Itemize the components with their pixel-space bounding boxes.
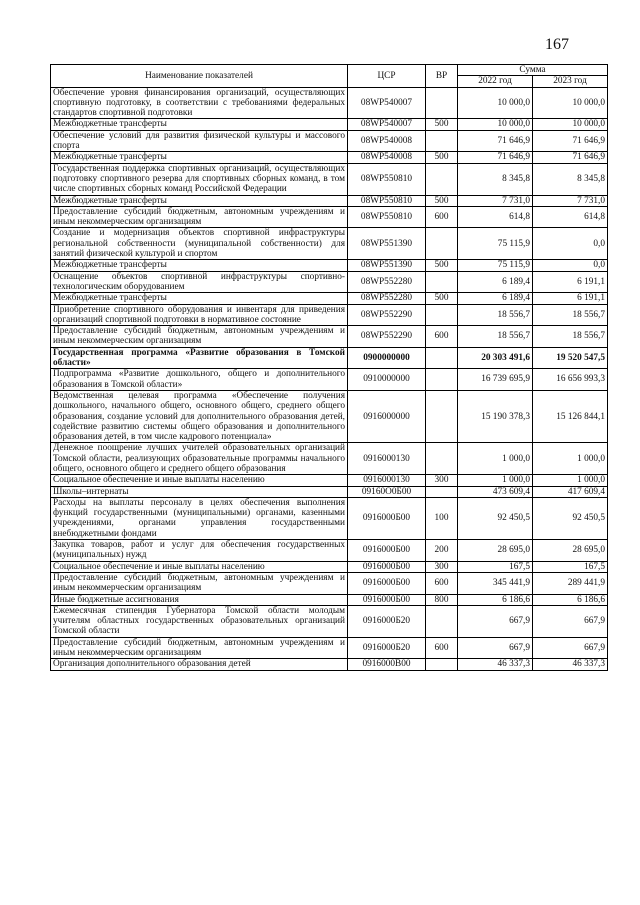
- table-row: [51, 659, 608, 670]
- row-vr: 200: [426, 540, 458, 562]
- row-sum-2023: 289 441,9: [533, 572, 608, 594]
- row-vr: 300: [426, 475, 458, 486]
- row-name: Предоставление субсидий бюджетным, автономным учреждениям и иным некоммерческим организациям: [51, 326, 348, 348]
- table-row: [51, 369, 608, 391]
- row-sum-2022: 7 731,0: [458, 195, 533, 206]
- row-code: 08WP540007: [348, 87, 426, 119]
- row-sum-2023: 18 556,7: [533, 326, 608, 348]
- table-row: [51, 130, 608, 152]
- row-vr: [426, 486, 458, 497]
- row-name: Создание и модернизация объектов спортивной инфраструктуры региональной собственности (муниципальной собственности) для занятий физической культурой и спортом: [51, 228, 348, 260]
- table-row: [51, 605, 608, 637]
- row-sum-2023: 667,9: [533, 605, 608, 637]
- row-name: Ежемесячная стипендия Губернатора Томской области молодым учителям областных государственных образовательных организаций Томской области: [51, 605, 348, 637]
- row-name: Подпрограмма «Развитие дошкольного, общего и дополнительного образования в Томской области»: [51, 369, 348, 391]
- row-name: Приобретение спортивного оборудования и инвентаря для приведения организаций спортивной подготовки в нормативное состояние: [51, 304, 348, 326]
- table-header: [51, 65, 608, 88]
- row-code: 08WP551390: [348, 260, 426, 271]
- row-sum-2022: 71 646,9: [458, 130, 533, 152]
- row-sum-2022: 15 190 378,3: [458, 390, 533, 442]
- row-vr: [426, 605, 458, 637]
- table-row: [51, 304, 608, 326]
- row-sum-2022: 71 646,9: [458, 152, 533, 163]
- page-number: 167: [545, 36, 569, 53]
- table-row: [51, 119, 608, 130]
- row-sum-2022: 1 000,0: [458, 443, 533, 475]
- row-sum-2023: 0,0: [533, 260, 608, 271]
- row-sum-2022: 1 000,0: [458, 475, 533, 486]
- row-code: 08WP552280: [348, 271, 426, 293]
- table-row: [51, 206, 608, 228]
- row-vr: 600: [426, 206, 458, 228]
- row-vr: 300: [426, 561, 458, 572]
- header-name: Наименование показателей: [51, 65, 348, 88]
- header-vr: ВР: [426, 65, 458, 88]
- table-row: [51, 195, 608, 206]
- row-vr: [426, 87, 458, 119]
- row-name: Закупка товаров, работ и услуг для обеспечения государственных (муниципальных) нужд: [51, 540, 348, 562]
- row-sum-2023: 6 191,1: [533, 271, 608, 293]
- row-name: Предоставление субсидий бюджетным, автономным учреждениям и иным некоммерческим организациям: [51, 637, 348, 659]
- row-sum-2022: 10 000,0: [458, 87, 533, 119]
- row-sum-2022: 75 115,9: [458, 228, 533, 260]
- row-code: 0916000Б00: [348, 540, 426, 562]
- row-code: 0916000В00: [348, 659, 426, 670]
- row-name: Государственная поддержка спортивных организаций, осуществляющих подготовку спортивного резерва для спортивных сборных команд, в том числе спортивных сборных команд Российской Федерации: [51, 163, 348, 195]
- row-code: 0900000000: [348, 347, 426, 369]
- row-code: 0916000130: [348, 475, 426, 486]
- row-vr: [426, 347, 458, 369]
- row-vr: [426, 163, 458, 195]
- row-vr: 500: [426, 260, 458, 271]
- row-code: 0916000Б00: [348, 497, 426, 539]
- row-name: Организация дополнительного образования детей: [51, 659, 348, 670]
- row-sum-2023: 16 656 993,3: [533, 369, 608, 391]
- row-sum-2023: 614,8: [533, 206, 608, 228]
- row-code: 09160О0Б00: [348, 486, 426, 497]
- row-vr: [426, 130, 458, 152]
- row-vr: 500: [426, 293, 458, 304]
- header-sum: Сумма: [458, 65, 608, 76]
- row-sum-2023: 6 191,1: [533, 293, 608, 304]
- row-sum-2023: 71 646,9: [533, 152, 608, 163]
- row-code: 08WP540008: [348, 130, 426, 152]
- table-row: [51, 475, 608, 486]
- table-row: [51, 152, 608, 163]
- row-name: Межбюджетные трансферты: [51, 152, 348, 163]
- row-code: 08WP551390: [348, 228, 426, 260]
- row-sum-2023: 417 609,4: [533, 486, 608, 497]
- row-vr: [426, 443, 458, 475]
- table-row: [51, 260, 608, 271]
- table-row: [51, 497, 608, 539]
- row-name: Межбюджетные трансферты: [51, 195, 348, 206]
- row-code: 08WP540008: [348, 152, 426, 163]
- row-code: 08WP550810: [348, 206, 426, 228]
- row-sum-2022: 6 189,4: [458, 271, 533, 293]
- row-sum-2022: 46 337,3: [458, 659, 533, 670]
- row-vr: [426, 659, 458, 670]
- row-vr: 800: [426, 594, 458, 605]
- row-code: 08WP552280: [348, 293, 426, 304]
- row-name: Оснащение объектов спортивной инфраструктуры спортивно-технологическим оборудованием: [51, 271, 348, 293]
- row-name: Межбюджетные трансферты: [51, 119, 348, 130]
- row-vr: 600: [426, 572, 458, 594]
- row-code: 0910000000: [348, 369, 426, 391]
- row-sum-2022: 20 303 491,6: [458, 347, 533, 369]
- row-sum-2022: 614,8: [458, 206, 533, 228]
- row-sum-2023: 10 000,0: [533, 87, 608, 119]
- row-name: Обеспечение условий для развития физической культуры и массового спорта: [51, 130, 348, 152]
- row-name: Социальное обеспечение и иные выплаты населению: [51, 475, 348, 486]
- table-row: [51, 293, 608, 304]
- row-sum-2022: 8 345,8: [458, 163, 533, 195]
- row-sum-2022: 16 739 695,9: [458, 369, 533, 391]
- row-sum-2023: 8 345,8: [533, 163, 608, 195]
- header-year-2022: 2022 год: [458, 76, 533, 87]
- row-vr: [426, 390, 458, 442]
- row-sum-2022: 473 609,4: [458, 486, 533, 497]
- row-sum-2023: 6 186,6: [533, 594, 608, 605]
- table-row: [51, 486, 608, 497]
- row-sum-2022: 667,9: [458, 605, 533, 637]
- row-vr: [426, 304, 458, 326]
- row-name: Обеспечение уровня финансирования организаций, осуществляющих спортивную подготовку, в соответствии с требованиями федеральных стандартов спортивной подготовки: [51, 87, 348, 119]
- row-name: Иные бюджетные ассигнования: [51, 594, 348, 605]
- row-code: 08WP540007: [348, 119, 426, 130]
- row-sum-2022: 667,9: [458, 637, 533, 659]
- row-name: Предоставление субсидий бюджетным, автономным учреждениям и иным некоммерческим организациям: [51, 206, 348, 228]
- row-name: Межбюджетные трансферты: [51, 293, 348, 304]
- table-row: [51, 347, 608, 369]
- row-sum-2023: 18 556,7: [533, 304, 608, 326]
- table-row: [51, 271, 608, 293]
- row-code: 0916000Б00: [348, 572, 426, 594]
- row-sum-2022: 28 695,0: [458, 540, 533, 562]
- row-vr: [426, 228, 458, 260]
- row-code: 08WP552290: [348, 304, 426, 326]
- row-code: 0916000130: [348, 443, 426, 475]
- table-body: [51, 87, 608, 670]
- row-code: 08WP550810: [348, 195, 426, 206]
- table-row: [51, 572, 608, 594]
- table-row: [51, 326, 608, 348]
- row-name: Расходы на выплаты персоналу в целях обеспечения выполнения функций государственными (муниципальными) органами, казенными учреждениями, органами управления государственными внебюджетными фондами: [51, 497, 348, 539]
- row-vr: 500: [426, 119, 458, 130]
- row-code: 0916000000: [348, 390, 426, 442]
- row-sum-2023: 71 646,9: [533, 130, 608, 152]
- row-sum-2023: 167,5: [533, 561, 608, 572]
- row-sum-2022: 6 189,4: [458, 293, 533, 304]
- table-row: [51, 228, 608, 260]
- row-sum-2023: 0,0: [533, 228, 608, 260]
- row-vr: 600: [426, 637, 458, 659]
- row-vr: [426, 369, 458, 391]
- table-row: [51, 390, 608, 442]
- table-row: [51, 594, 608, 605]
- row-vr: [426, 271, 458, 293]
- table-row: [51, 561, 608, 572]
- row-code: 0916000Б00: [348, 561, 426, 572]
- table-row: [51, 443, 608, 475]
- row-code: 0916000Б00: [348, 594, 426, 605]
- row-sum-2023: 1 000,0: [533, 475, 608, 486]
- row-code: 08WP552290: [348, 326, 426, 348]
- table-row: [51, 637, 608, 659]
- row-vr: 500: [426, 152, 458, 163]
- row-name: Ведомственная целевая программа «Обеспечение получения дошкольного, начального общего, основного общего, среднего общего образования, создание условий для дополнительного образования детей, содействие развитию системы общего образования и дополнительного образования детей, в том числе кадрового потенциала»: [51, 390, 348, 442]
- row-sum-2023: 7 731,0: [533, 195, 608, 206]
- row-name: Социальное обеспечение и иные выплаты населению: [51, 561, 348, 572]
- row-sum-2023: 1 000,0: [533, 443, 608, 475]
- row-name: Школы–интернаты: [51, 486, 348, 497]
- row-sum-2022: 92 450,5: [458, 497, 533, 539]
- row-code: 0916000Б20: [348, 637, 426, 659]
- row-sum-2023: 19 520 547,5: [533, 347, 608, 369]
- header-code: ЦСР: [348, 65, 426, 88]
- row-code: 0916000Б20: [348, 605, 426, 637]
- row-sum-2023: 46 337,3: [533, 659, 608, 670]
- row-sum-2023: 667,9: [533, 637, 608, 659]
- row-name: Межбюджетные трансферты: [51, 260, 348, 271]
- row-sum-2023: 10 000,0: [533, 119, 608, 130]
- budget-table: [50, 64, 608, 671]
- table-row: [51, 87, 608, 119]
- row-code: 08WP550810: [348, 163, 426, 195]
- row-vr: 500: [426, 195, 458, 206]
- table-row: [51, 540, 608, 562]
- row-sum-2022: 167,5: [458, 561, 533, 572]
- row-sum-2022: 345 441,9: [458, 572, 533, 594]
- row-sum-2022: 6 186,6: [458, 594, 533, 605]
- row-name: Государственная программа «Развитие образования в Томской области»: [51, 347, 348, 369]
- row-name: Предоставление субсидий бюджетным, автономным учреждениям и иным некоммерческим организациям: [51, 572, 348, 594]
- row-sum-2023: 15 126 844,1: [533, 390, 608, 442]
- row-vr: 600: [426, 326, 458, 348]
- row-sum-2023: 28 695,0: [533, 540, 608, 562]
- row-vr: 100: [426, 497, 458, 539]
- row-sum-2023: 92 450,5: [533, 497, 608, 539]
- row-sum-2022: 18 556,7: [458, 326, 533, 348]
- row-sum-2022: 18 556,7: [458, 304, 533, 326]
- table-row: [51, 163, 608, 195]
- header-year-2023: 2023 год: [533, 76, 608, 87]
- row-name: Денежное поощрение лучших учителей образовательных организаций Томской области, реализующих образовательные программы начального общего, основного общего и среднего общего образования: [51, 443, 348, 475]
- row-sum-2022: 75 115,9: [458, 260, 533, 271]
- row-sum-2022: 10 000,0: [458, 119, 533, 130]
